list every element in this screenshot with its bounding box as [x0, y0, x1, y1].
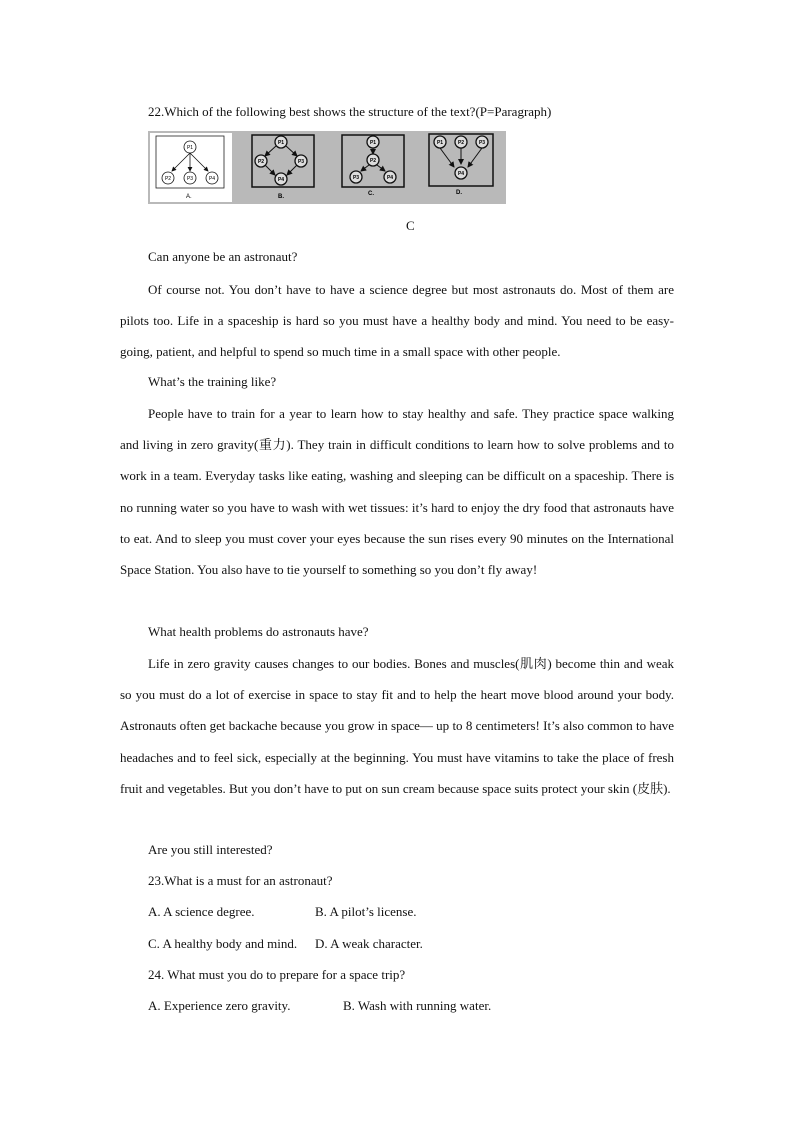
q23-option-d: D. A weak character. [315, 936, 423, 951]
option-label: D. [456, 190, 462, 196]
question-24: 24. What must you do to prepare for a space trip? [148, 967, 406, 982]
q23-option-a: A. A science degree. [148, 904, 255, 919]
diagram-option-b [252, 135, 314, 200]
section-letter: C [406, 218, 415, 233]
node-label: P1 [277, 140, 285, 146]
heading-can-anyone: Can anyone be an astronaut? [148, 249, 298, 264]
node-label: P1 [369, 140, 377, 146]
paragraph-2-text: People have to train for a year to learn how to stay healthy and safe. They practice space walking and living in zero gravity(重力). They train in difficult conditions to learn how to solve problems and to work in a team. Everyday tasks like eating, washing and sleeping can be difficult on a spaceship. There is no running water so you have to wash with wet tissues: it’s hard to enjoy the dry food that astronauts have to eat. And to sleep you must cover your eyes because the sun rises every 90 minutes on the International Space Station. You also have to tie yourself to something so you don’t fly away! [120, 406, 674, 578]
node-label: P4 [277, 177, 285, 183]
node-label: P4 [386, 175, 394, 181]
q23-option-b: B. A pilot’s license. [315, 904, 417, 919]
node-label: P4 [457, 171, 465, 177]
node-label: P3 [352, 175, 360, 181]
structure-diagram-figure [148, 131, 506, 204]
node-label: P1 [436, 140, 444, 146]
paragraph-3 [120, 648, 674, 804]
node-label: P3 [297, 159, 305, 165]
closing-question: Are you still interested? [148, 842, 273, 857]
paragraph-3-text: Life in zero gravity causes changes to our bodies. Bones and muscles(肌肉) become thin and weak so you must do a lot of exercise in space to stay fit and to help the heart move blood around your body. Astronauts often get backache because you grow in space— up to 8 centimeters! It’s also common to have headaches and to feel sick, especially at the beginning. You must have vitamins to take the place of fresh fruit and vegetables. But you don’t have to put on sun cream because space suits protect your skin (皮肤). [120, 656, 674, 796]
paragraph-1-text: Of course not. You don’t have to have a science degree but most astronauts do. Most of them are pilots too. Life in a spaceship is hard so you must have a healthy body and mind. You need to be easy-going, patient, and helpful to spend so much time in a small space with other people. [120, 282, 674, 360]
node-label: P2 [457, 140, 465, 146]
q24-option-b: B. Wash with running water. [343, 998, 492, 1013]
node-label: P3 [478, 140, 486, 146]
option-label: C. [368, 191, 374, 197]
diagram-option-c [342, 135, 404, 197]
node-label: P4 [208, 176, 216, 182]
paragraph-1 [120, 274, 674, 368]
node-label: P3 [186, 176, 194, 182]
node-label: P1 [186, 145, 194, 151]
diagram-option-a [150, 133, 232, 202]
question-22: 22.Which of the following best shows the structure of the text?(P=Paragraph) [148, 104, 552, 119]
q23-option-c: C. A healthy body and mind. [148, 936, 298, 951]
node-label: P2 [164, 176, 172, 182]
heading-health-problems: What health problems do astronauts have? [148, 624, 369, 639]
diagram-option-d [429, 134, 493, 196]
q24-option-a: A. Experience zero gravity. [148, 998, 291, 1013]
heading-training: What’s the training like? [148, 374, 277, 389]
node-label: P2 [369, 158, 377, 164]
node-label: P2 [257, 159, 265, 165]
paragraph-2 [120, 398, 674, 585]
question-23: 23.What is a must for an astronaut? [148, 873, 333, 888]
option-label: B. [278, 194, 284, 200]
option-label: A. [186, 194, 192, 200]
